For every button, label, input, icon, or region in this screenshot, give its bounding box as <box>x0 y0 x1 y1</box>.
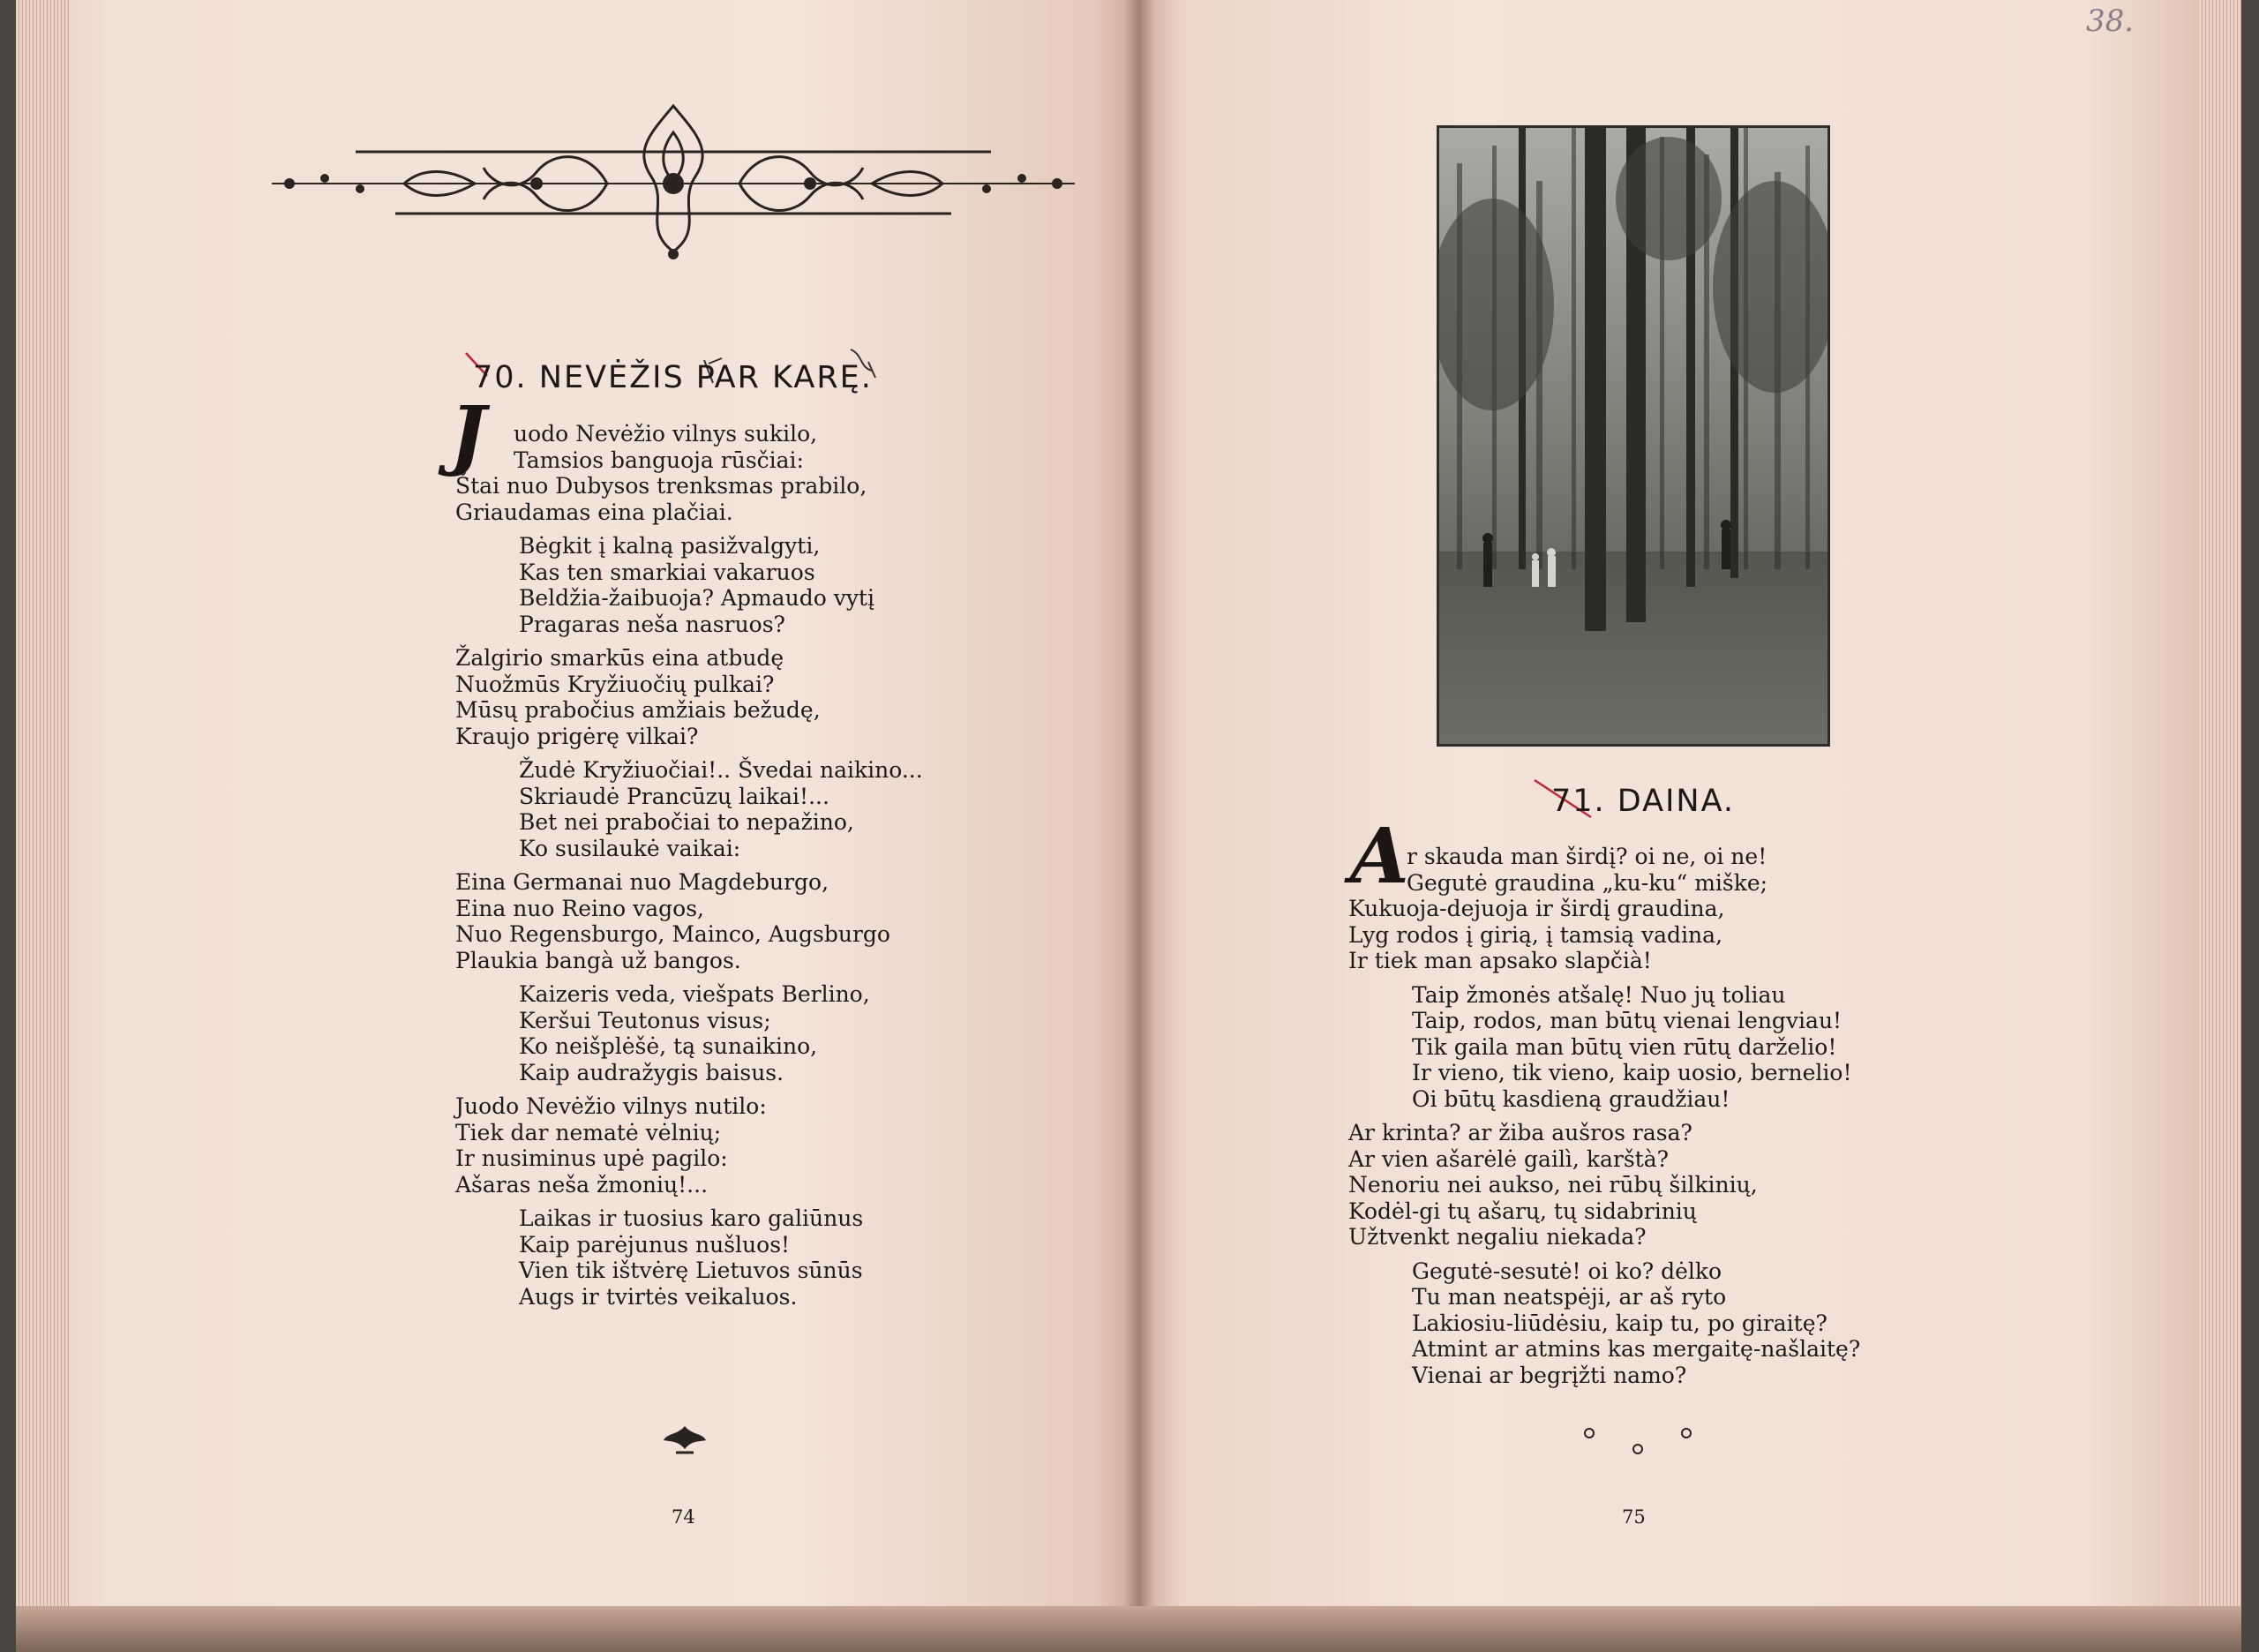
poem-stanza <box>1348 844 1860 974</box>
poem-stanza <box>455 981 923 1085</box>
poem-line: Lyg rodos į girią, į tamsią vadina, <box>1348 921 1723 948</box>
poem-line: Ko neišplėšė, tą sunaikino, <box>519 1033 818 1059</box>
poem-line: Griaudamas eina plačiai. <box>455 499 733 525</box>
poem-line: Ašaras neša žmonių!... <box>455 1171 709 1198</box>
poem-line: Lakiosiu-liūdėsiu, kaip tu, po giraitę? <box>1412 1310 1827 1336</box>
poem-title-71: 71. DAINA. <box>1551 784 1736 819</box>
drop-cap-j: J <box>450 390 486 479</box>
poem-line: Skriaudė Prancūzų laikai!... <box>519 783 829 809</box>
poem-line: Nuo Regensburgo, Mainco, Augsburgo <box>455 921 890 947</box>
poem-line: Ir nusiminus upė pagilo: <box>455 1145 728 1171</box>
poem-line: Tamsios banguoja rūsčiai: <box>514 447 804 473</box>
poem-line: Keršui Teutonus visus; <box>519 1007 771 1033</box>
page-number-right: 75 <box>1622 1506 1646 1528</box>
handwritten-shelfmark: 38. <box>2086 4 2135 39</box>
poem-line: Nenoriu nei aukso, nei rūbų šilkinių, <box>1348 1172 1758 1198</box>
poem-stanza <box>455 533 923 637</box>
poem-stanza <box>1348 982 1860 1113</box>
poem-stanza <box>455 421 923 525</box>
poem-stanza <box>455 757 923 861</box>
poem-line: Kukuoja-dejuoja ir širdį graudina, <box>1348 896 1725 921</box>
poem-line: Kaizeris veda, viešpats Berlino, <box>519 981 870 1007</box>
poem-line: Štai nuo Dubysos trenksmas prabilo, <box>455 473 867 499</box>
left-page-edges <box>16 0 69 1615</box>
book-bottom-edge <box>16 1606 2241 1652</box>
poem-stanza <box>1348 1120 1860 1250</box>
poem-line: Beldžia-žaibuoja? Apmaudo vytį <box>519 585 874 611</box>
ornamental-headpiece <box>272 97 1075 265</box>
poem-line: r skauda man širdį? oi ne, oi ne! <box>1407 844 1767 869</box>
poem-line: Žalgirio smarkūs eina atbudę <box>455 645 784 671</box>
page-number-left: 74 <box>672 1506 695 1528</box>
poem-title-70: 70. NEVĖŽIS PAR KARĘ. <box>473 360 873 395</box>
book-gutter <box>1124 0 1154 1615</box>
poem-line: Žudė Kryžiuočiai!.. Švedai naikino... <box>519 757 923 783</box>
poem-line: Eina Germanai nuo Magdeburgo, <box>455 869 829 895</box>
poem-stanza <box>1348 1258 1860 1389</box>
poem-line: Pragaras neša nasruos? <box>519 611 785 637</box>
poem-line: Plaukia bangà už bangos. <box>455 947 741 973</box>
floral-tailpiece-icon <box>658 1423 711 1458</box>
poem-line: Bėgkit į kalną pasižvalgyti, <box>519 533 821 559</box>
poem-71-text <box>1348 844 1860 1388</box>
right-page-edges <box>2199 0 2241 1615</box>
poem-stanza <box>455 645 923 749</box>
asterism-tailpiece-icon <box>1576 1423 1700 1458</box>
poem-70-text <box>455 421 923 1310</box>
poem-line: Kodėl-gi tų ašarų, tų sidabrinių <box>1348 1198 1697 1224</box>
forest-photograph <box>1437 125 1830 747</box>
poem-line: Tik gaila man būtų vien rūtų darželio! <box>1412 1033 1837 1060</box>
poem-line: Vienai ar begrįžti namo? <box>1412 1362 1687 1388</box>
poem-line: Užtvenkt negaliu niekada? <box>1348 1224 1647 1250</box>
poem-line: Atmint ar atmins kas mergaitę-našlaitę? <box>1412 1336 1861 1362</box>
poem-line: Laikas ir tuosius karo galiūnus <box>519 1205 864 1231</box>
poem-line: Ar krinta? ar žiba aušros rasa? <box>1348 1120 1692 1145</box>
poem-line: Oi būtų kasdieną graudžiau! <box>1412 1085 1730 1112</box>
poem-line: Kaip parėjunus nušluos! <box>519 1231 791 1258</box>
poem-stanza <box>455 1093 923 1198</box>
open-book <box>16 0 2241 1652</box>
poem-stanza <box>455 869 923 973</box>
poem-line: Taip, rodos, man būtų vienai lengviau! <box>1412 1008 1842 1033</box>
poem-line: Ir vieno, tik vieno, kaip uosio, bernelio! <box>1412 1060 1852 1085</box>
poem-line: Mūsų prabočius amžiais bežudę, <box>455 697 821 723</box>
poem-line: Tiek dar nematė vėlnių; <box>455 1119 722 1145</box>
poem-line: Ko susilaukė vaikai: <box>519 835 741 861</box>
poem-line: Augs ir tvirtės veikaluos. <box>519 1283 798 1310</box>
poem-line: Gegutė-sesutė! oi ko? dėlko <box>1412 1258 1722 1284</box>
poem-line: uodo Nevėžio vilnys sukilo, <box>514 421 818 447</box>
poem-line: Juodo Nevėžio vilnys nutilo: <box>455 1093 767 1119</box>
poem-line: Gegutė graudina „ku-ku“ miške; <box>1407 869 1768 896</box>
poem-line: Kas ten smarkiai vakaruos <box>519 559 815 585</box>
poem-stanza <box>455 1205 923 1310</box>
poem-line: Kaip audražygis baisus. <box>519 1059 784 1085</box>
poem-line: Tu man neatspėji, ar aš ryto <box>1412 1284 1727 1310</box>
poem-line: Ir tiek man apsako slapčià! <box>1348 948 1652 973</box>
poem-line: Kraujo prigėrę vilkai? <box>455 723 699 749</box>
poem-line: Ar vien ašarėlė gailì, karštà? <box>1348 1145 1670 1172</box>
poem-line: Nuožmūs Kryžiuočių pulkai? <box>455 671 775 697</box>
poem-line: Bet nei prabočiai to nepažino, <box>519 809 854 835</box>
drop-cap-a: A <box>1350 812 1409 901</box>
poem-line: Eina nuo Reino vagos, <box>455 895 704 921</box>
poem-line: Taip žmonės atšalę! Nuo jų toliau <box>1412 981 1786 1008</box>
poem-line: Vien tik ištvėrę Lietuvos sūnūs <box>519 1258 863 1283</box>
